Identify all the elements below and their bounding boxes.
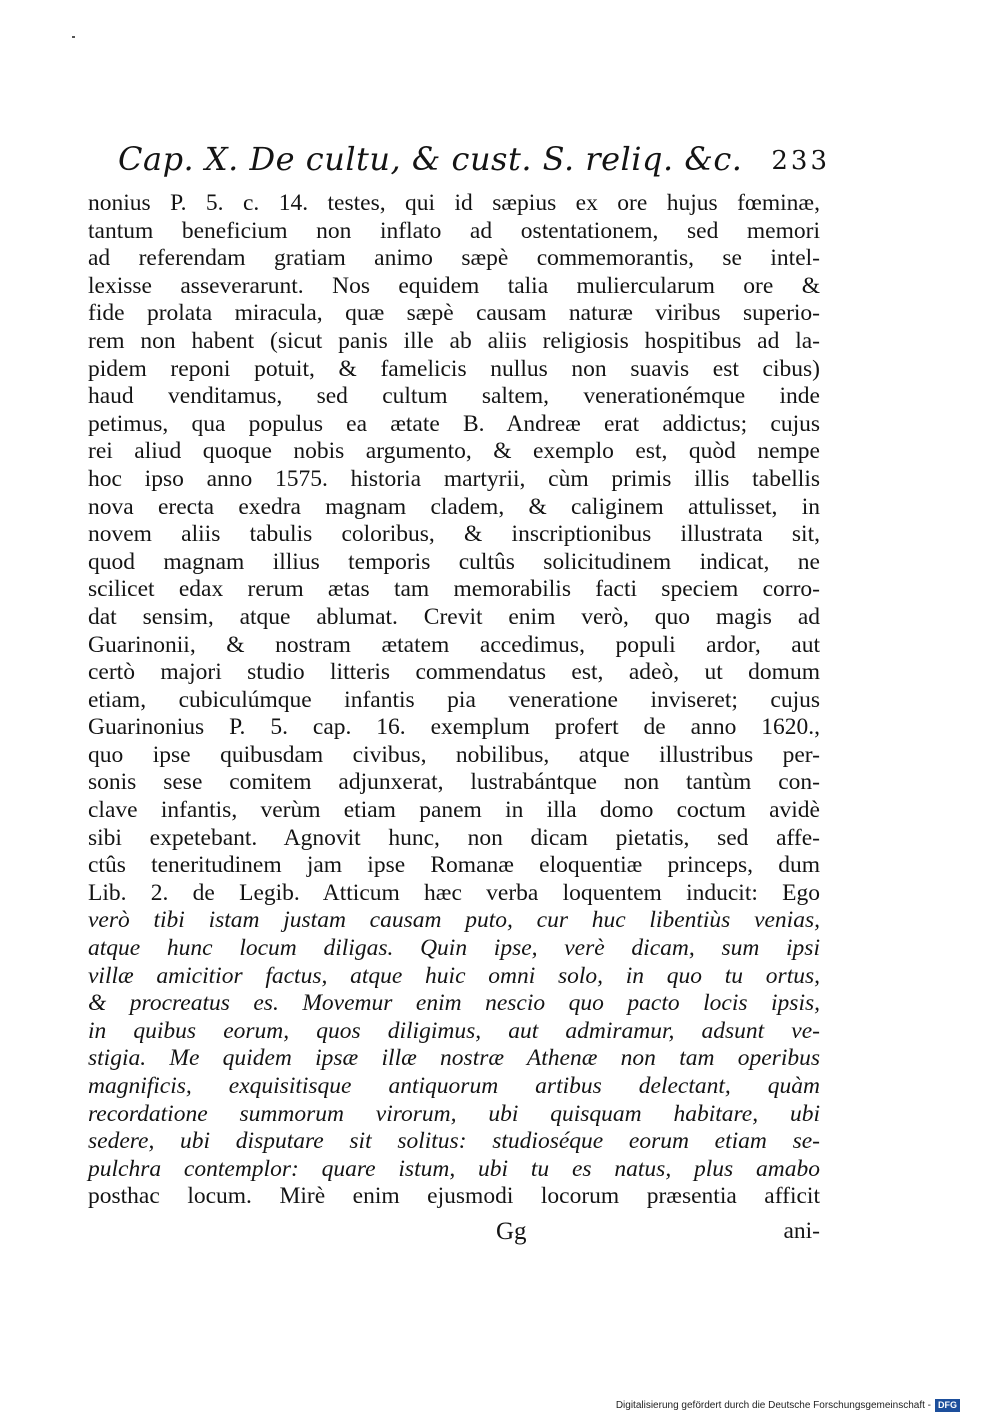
text-line: magnificis, exquisitisque antiquorum artibus delectant, quàm (88, 1073, 820, 1099)
digitization-credit (616, 1399, 960, 1412)
credit-text: Digitalisierung gefördert durch die Deutsche Forschungsgemeinschaft - (615, 1400, 931, 1411)
text-line: in quibus eorum, quos diligimus, aut admiramur, adsunt ve- (88, 1017, 820, 1044)
text-line: posthac locum. Mirè enim ejusmodi locorum præsentia afficit (88, 1183, 820, 1210)
text-line: certò majori studio litteris commendatus est, adeò, ut domum (88, 659, 820, 686)
text-line: atque hunc locum diligas. Quin ipse, verè dicam, sum ipsi (88, 935, 820, 962)
text-line: tantum beneficium non inflato ad ostentationem, sed memori (88, 217, 820, 244)
text-line: sibi expetebant. Agnovit hunc, non dicam pietatis, sed affe- (88, 824, 820, 851)
text-line: dat sensim, atque ablumat. Crevit enim verò, quo magis ad (88, 603, 820, 630)
text-line: ctûs teneritudinem jam ipse Romanæ eloquentiæ princeps, dum (88, 852, 820, 879)
paper-speck (72, 36, 75, 38)
body-text (88, 190, 820, 1211)
signature-mark: Gg (496, 1218, 527, 1245)
text-line: recordatione summorum virorum, ubi quisquam habitare, ubi (88, 1100, 820, 1127)
text-line: etiam, cubiculúmque infantis pia veneratione inviseret; cujus (88, 686, 820, 713)
text-line: nova erecta exedra magnam cladem, & caliginem attulisset, in (88, 493, 820, 520)
text-line: pidem reponi potuit, & famelicis nullus non suavis est cibus) (88, 355, 820, 382)
text-line: clave infantis, verùm etiam panem in illa domo coctum avidè (88, 797, 820, 824)
text-line: quod magnam illius temporis cultûs solicitudinem indicat, ne (88, 548, 820, 575)
text-line: verò tibi istam justam causam puto, cur huc libentiùs venias, (88, 907, 820, 934)
page-number: 233 (771, 146, 830, 176)
text-line: & procreatus es. Movemur enim nescio quo pacto locis ipsis, (88, 990, 820, 1017)
text-line: petimus, qua populus ea ætate B. Andreæ erat addictus; cujus (88, 410, 820, 437)
text-line: stigia. Me quidem ipsæ illæ nostræ Athenæ non tam operibus (88, 1045, 820, 1072)
text-line: Lib. 2. de Legib. Atticum hæc verba loquentem inducit: Ego (88, 879, 820, 906)
text-line: Guarinonius P. 5. cap. 16. exemplum profert de anno 1620., (88, 714, 820, 741)
text-line: haud venditamus, sed cultum saltem, venerationémque inde (88, 383, 820, 410)
text-line: scilicet edax rerum ætas tam memorabilis facti speciem corro- (88, 576, 820, 603)
text-line: sonis sese comitem adjunxerat, lustrabántque non tantùm con- (88, 769, 820, 796)
text-line: fide prolata miracula, quæ sæpè causam naturæ viribus superio- (88, 300, 820, 327)
text-line: villæ amicitior factus, atque huic omni solo, in quo tu ortus, (88, 962, 820, 989)
text-line: novem aliis tabulis coloribus, & inscriptionibus illustrata sit, (88, 521, 820, 548)
text-line: sedere, ubi disputare sit solitus: studioséque eorum etiam se- (88, 1128, 820, 1155)
text-line: ad referendam gratiam animo sæpè commemorantis, se intel- (88, 245, 820, 272)
text-line: quo ipse quibusdam civibus, nobilibus, atque illustribus per- (88, 741, 820, 768)
text-line: Guarinonii, & nostram ætatem accedimus, populi ardor, aut (88, 631, 820, 658)
text-line: hoc ipso anno 1575. historia martyrii, cùm primis illis tabellis (88, 465, 820, 492)
text-line: rem non habent (sicut panis ille ab aliis religiosis hospitibus ad la- (88, 327, 820, 354)
text-line: rei aliud quoque nobis argumento, & exemplo est, quòd nempe (88, 438, 820, 465)
text-line: lexisse asseverarunt. Nos equidem talia muliercularum ore & (88, 272, 820, 299)
catchword: ani- (783, 1218, 820, 1244)
dfg-logo: DFG (935, 1399, 960, 1412)
text-line: nonius P. 5. c. 14. testes, qui id sæpius ex ore hujus fœminæ, (88, 190, 820, 216)
page-header (118, 140, 830, 186)
page-footer (88, 1218, 820, 1246)
text-line: pulchra contemplor: quare istum, ubi tu es natus, plus amabo (88, 1155, 820, 1182)
running-head: Cap. X. De cultu, & cust. S. reliq. &c. (118, 140, 743, 178)
